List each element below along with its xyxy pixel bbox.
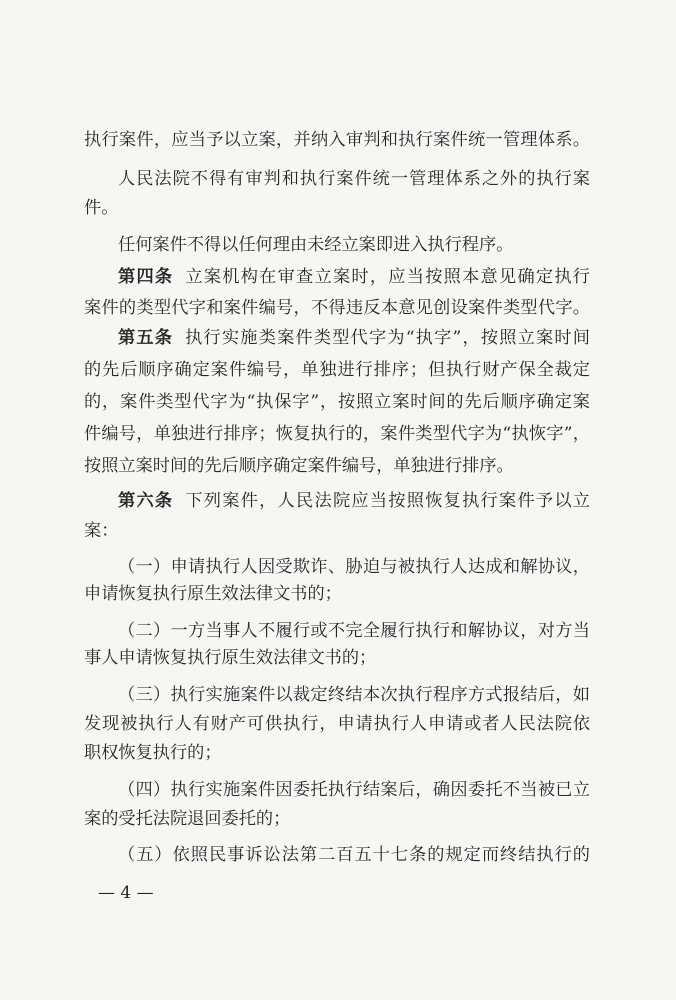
text-line: 案件的类型代字和案件编号，不得违反本意见创设案件类型代字。 xyxy=(84,298,590,318)
text-line: 事人申请恢复执行原生效法律文书的； xyxy=(84,648,377,668)
article-text: 执行实施类案件类型代字为“执字”，按照立案时间 xyxy=(185,328,590,348)
text-line: 的先后顺序确定案件编号，单独进行排序；但执行财产保全裁定 xyxy=(84,360,590,380)
text-line: 申请恢复执行原生效法律文书的； xyxy=(84,584,342,604)
article-4-line xyxy=(118,266,590,288)
text-line: 执行案件，应当予以立案，并纳入审判和执行案件统一管理体系。 xyxy=(84,130,590,150)
text-line: 件。 xyxy=(84,198,119,218)
article-text: 下列案件，人民法院应当按照恢复执行案件予以立 xyxy=(185,491,590,511)
text-line: 人民法院不得有审判和执行案件统一管理体系之外的执行案 xyxy=(118,169,590,189)
text-line: （二）一方当事人不履行或不完全履行执行和解协议，对方当 xyxy=(118,621,590,641)
text-line: （一）申请执行人因受欺诈、胁迫与被执行人达成和解协议， xyxy=(118,557,590,577)
text-line: 案： xyxy=(84,521,119,541)
text-line: 件编号，单独进行排序；恢复执行的，案件类型代字为“执恢字”， xyxy=(84,424,590,444)
text-line: （三）执行实施案件以裁定终结本次执行程序方式报结后，如 xyxy=(118,685,590,705)
article-title: 第六条 xyxy=(118,491,174,511)
text-line: （四）执行实施案件因委托执行结案后，确因委托不当被已立 xyxy=(118,780,590,800)
page-number: — 4 — xyxy=(98,883,154,903)
text-line: 的，案件类型代字为“执保字”，按照立案时间的先后顺序确定案 xyxy=(84,392,590,412)
article-6-line xyxy=(118,490,590,512)
text-line: （五）依照民事诉讼法第二百五十七条的规定而终结执行的 xyxy=(118,845,590,865)
article-5-line xyxy=(118,327,590,349)
article-title: 第五条 xyxy=(118,328,174,348)
text-line: 案的受托法院退回委托的； xyxy=(84,809,291,829)
article-text: 立案机构在审查立案时，应当按照本意见确定执行 xyxy=(185,267,590,287)
text-line: 发现被执行人有财产可供执行，申请执行人申请或者人民法院依 xyxy=(84,714,590,734)
article-title: 第四条 xyxy=(118,267,174,287)
text-line: 职权恢复执行的； xyxy=(84,743,222,763)
text-line: 任何案件不得以任何理由未经立案即进入执行程序。 xyxy=(118,235,514,255)
text-line: 按照立案时间的先后顺序确定案件编号，单独进行排序。 xyxy=(84,456,514,476)
